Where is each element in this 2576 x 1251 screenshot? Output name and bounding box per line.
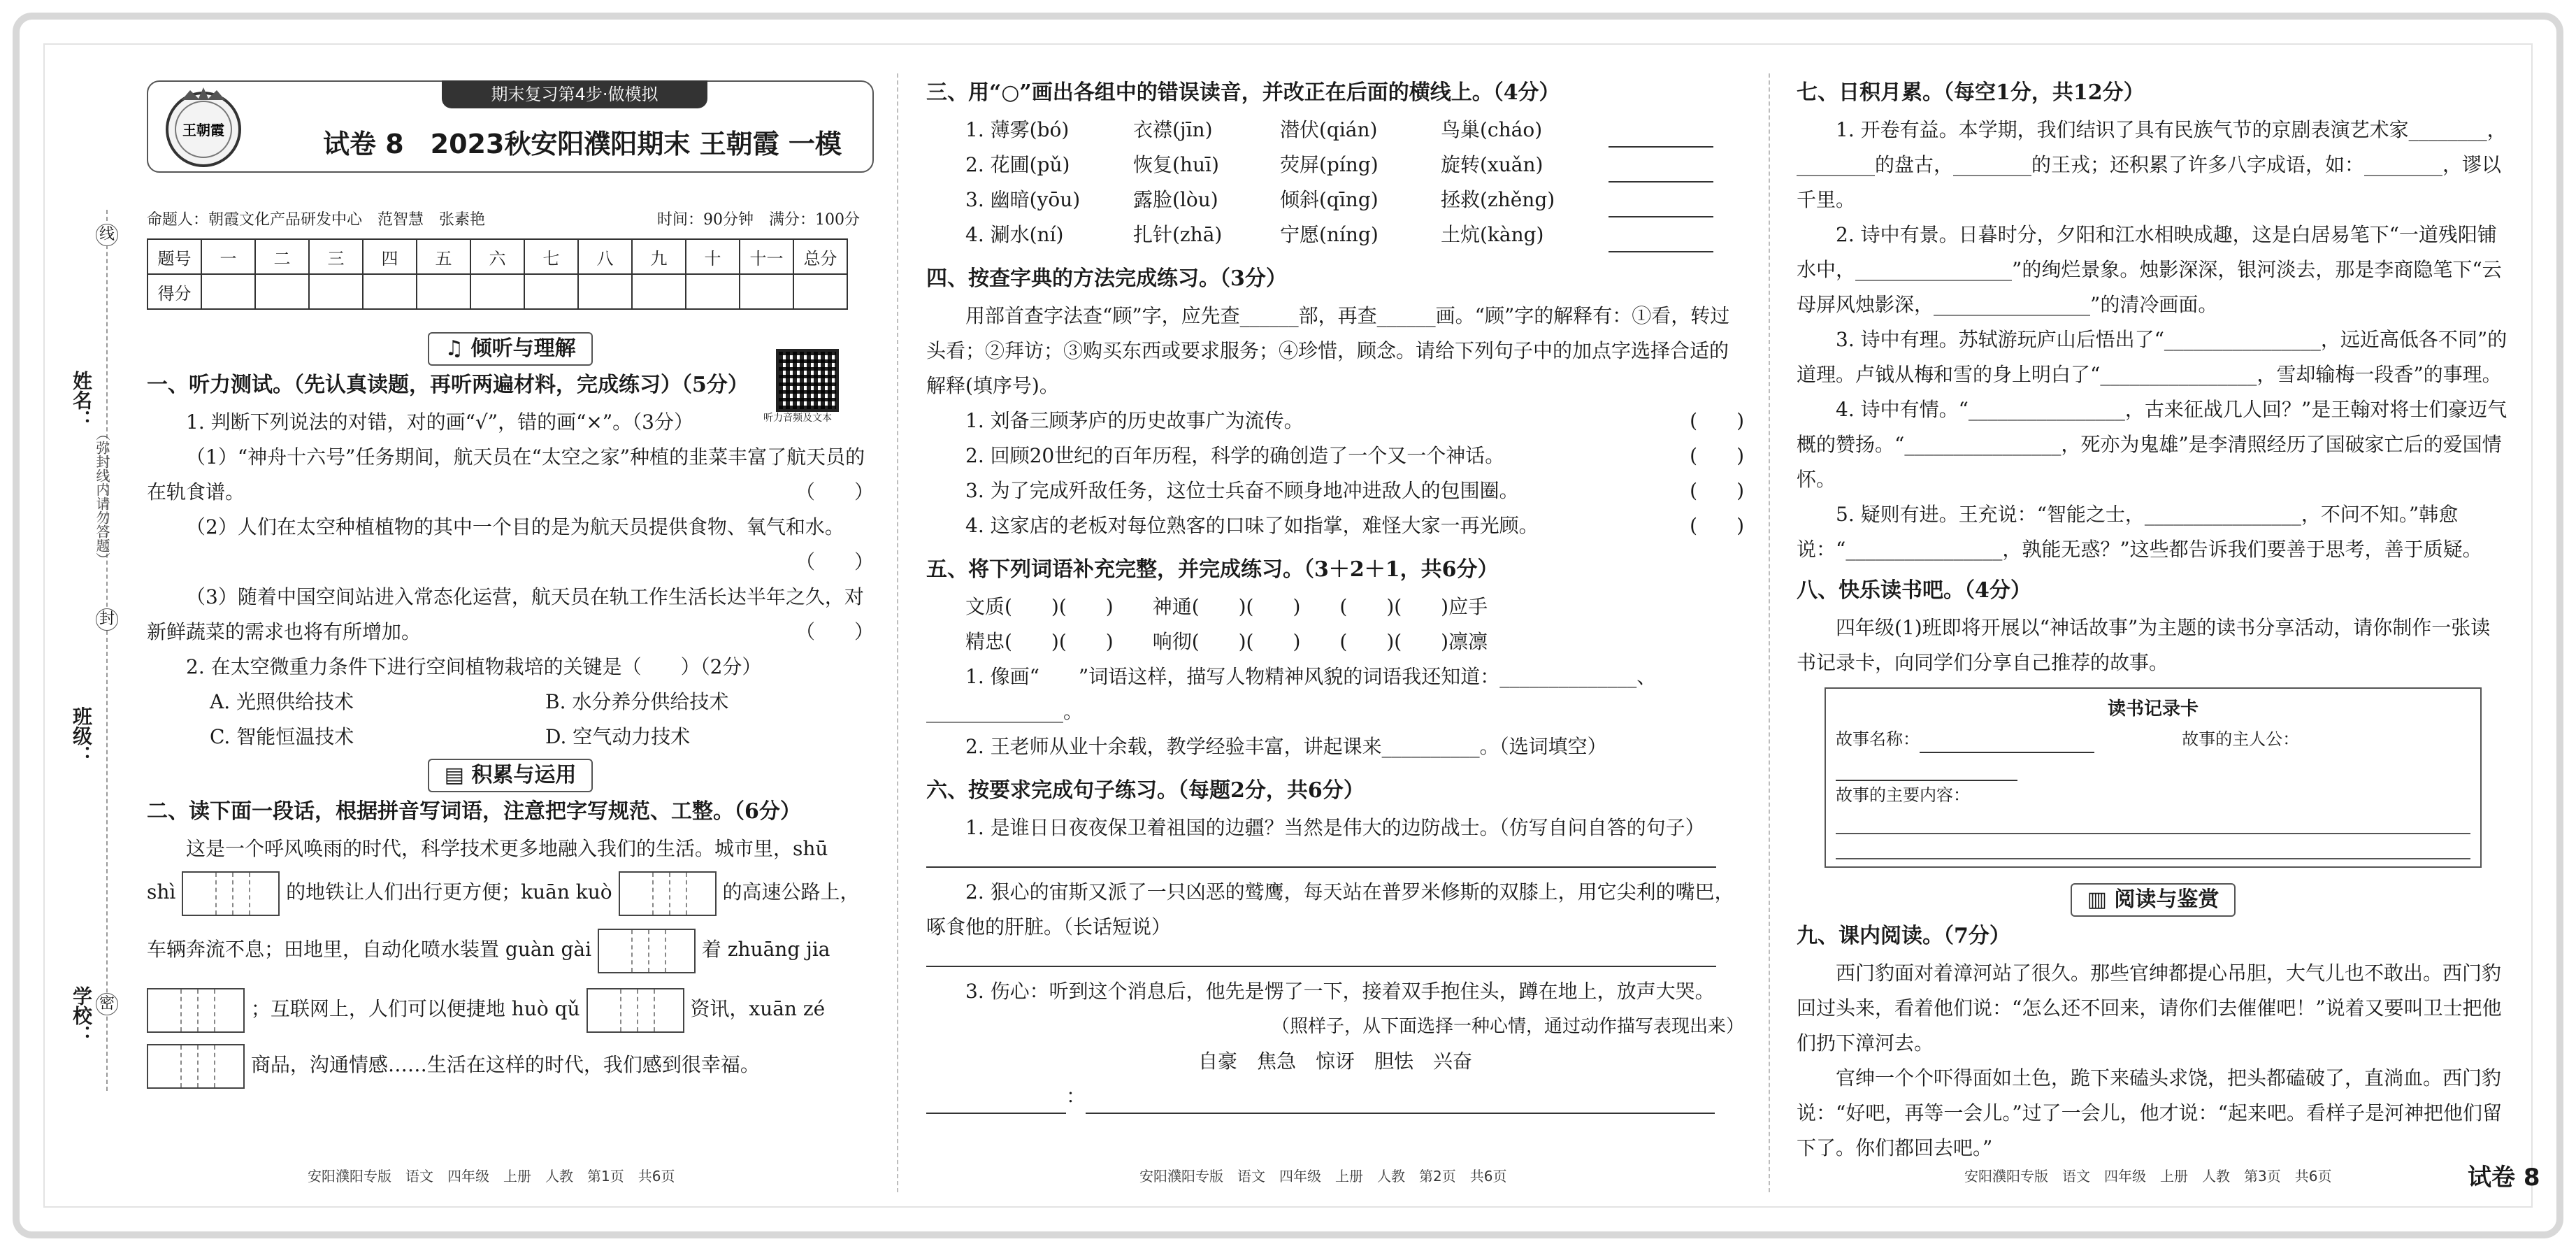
binding-dashed-line bbox=[106, 210, 108, 1091]
paper-title: 试卷 8 2023秋安阳濮阳期末 王朝霞 一模 bbox=[323, 129, 842, 159]
passage-line: 资讯，xuān zé bbox=[690, 997, 826, 1020]
time-score: 时间：90分钟 满分：100分 bbox=[657, 211, 860, 229]
score-header-row bbox=[147, 239, 847, 274]
score-input[interactable] bbox=[363, 274, 417, 309]
card-blank[interactable] bbox=[1920, 752, 2094, 753]
reading-item[interactable]: 2. 花圃(pǔ) bbox=[965, 153, 1070, 176]
answer-blank[interactable] bbox=[1086, 1113, 1715, 1114]
question-4-text: 用部首查字法查“顾”字，应先查______部，再查______画。“顾”字的解释有：①看，转过头看；②拜访；③购买东西或要求服务；④珍惜，顾念。请给下列句子中的加点字选择合适的解释(填序号)。 bbox=[926, 304, 1730, 397]
dict-item: 2. 回顾20世纪的百年历程，科学的确创造了一个又一个神话。 bbox=[965, 444, 1505, 467]
question-8-text: 四年级(1)班即将开展以“神话故事”为主题的读书分享活动，请你制作一张读书记录卡，向同学们分享自己推荐的故事。 bbox=[1797, 616, 2491, 674]
card-label: 故事名称： bbox=[1836, 729, 1920, 749]
paper-number: 试卷 8 bbox=[2468, 1164, 2540, 1192]
section-chip-label: 阅读与鉴赏 bbox=[2114, 887, 2219, 912]
score-cell: 得分 bbox=[147, 274, 201, 309]
score-cell: 题号 bbox=[147, 239, 201, 274]
question-6-2: 2. 狠心的宙斯又派了一只凶恶的鹫鹰，每天站在普罗米修斯的双膝上，用它尖利的嘴巴，啄食他的肝脏。（长话短说） bbox=[926, 880, 1734, 938]
card-label: 故事的主要内容： bbox=[1836, 785, 1970, 805]
answer-paren[interactable]: （ ） bbox=[795, 620, 874, 643]
reading-item[interactable]: 潜伏(qián) bbox=[1280, 118, 1378, 141]
writing-box[interactable] bbox=[598, 929, 696, 973]
score-input[interactable] bbox=[201, 274, 255, 309]
score-value-row bbox=[147, 274, 847, 309]
question-8-title: 八、快乐读书吧。（4分） bbox=[1797, 578, 2031, 603]
passage-line: 车辆奔流不息；田地里，自动化喷水装置 guàn gài bbox=[147, 938, 592, 961]
reading-passage: 西门豹面对着漳河站了很久。那些官绅都提心吊胆，大气儿也不敢出。西门豹回过头来，看着他们说：“怎么还不回来，请你们去催催吧！”说着又要叫卫士把他们扔下漳河去。 bbox=[1797, 962, 2502, 1055]
score-input[interactable] bbox=[255, 274, 309, 309]
score-cell: 四 bbox=[363, 239, 417, 274]
score-input[interactable] bbox=[578, 274, 632, 309]
passage-line: 的高速公路上， bbox=[722, 880, 860, 903]
score-cell: 九 bbox=[632, 239, 686, 274]
reading-row bbox=[926, 148, 1744, 183]
answer-line[interactable] bbox=[926, 945, 1716, 967]
passage-line: 这是一个呼风唤雨的时代，科学技术更多地融入我们的生活。城市里，shū bbox=[186, 837, 828, 860]
page-2-column: 三、用“○”画出各组中的错误读音，并改正在后面的横线上。（4分） 1. 薄雾(bó) 衣襟(jīn) 潜伏(qián) 鸟巢(cháo) 2. 花圃(pǔ) 恢复(huī) 荧屏(píng) 旋转(xuǎn) 3. 幽暗(yōu) 露脸(lòu) 倾斜(qīng) 拯救(zhěng) 4. 涮水(ní) 扎针(zhā) 宁愿(níng) 土炕(kàng) 四、按查字典的方法完成练习。（3分） 用部首查字法查“顾”字，应先查______部，再查______画。“顾”字的解释有：①看，转过头看；②拜访；③购买东西或要求服务；④珍惜，顾念。请给下列句子中的加点字选择合适的解释(填序号)。 1. 刘备三顾茅庐的历史故事广为流传。 ( ) 2. 回顾20世纪的百年历程，科学的确创造了一个又一个神话。 ( ) 3. 为了完成歼敌任务，这位士兵奋不顾身地冲进敌人的包围圈。 ( ) 4. 这家店的老板对每位熟客的口味了如指掌，难怪大家一再光顾。 ( ) 五、将下列词语补充完整，并完成练习。（3＋2＋1，共6分） 文质( )( ) 神通( )( ) ( )( )应手 精忠( )( ) 响彻( )( ) ( )( )凛凛 1. 像画“ ”词语这样，描写人物精神风貌的词语我还知道：______________、______________。 2. 王老师从业十余载，教学经验丰富，讲起课来__________。（选词填空） 六、按要求完成句子练习。（每题2分，共6分） 1. 是谁日日夜夜保卫着祖国的边疆？当然是伟大的边防战士。（仿写自问自答的句子） 2. 狠心的宙斯又派了一只凶恶的鹫鹰，每天站在普罗米修斯的双膝上，用它尖利的嘴巴，啄食他的肝脏。（长话短说） 3. 伤心：听到这个消息后，他先是愣了一下，接着双手抱住头，蹲在地上，放声大哭。 （照样子，从下面选择一种心情，通过动作描写表现出来） 自豪 焦急 惊讶 胆怯 兴奋 ： bbox=[926, 73, 1744, 1164]
question-7-5[interactable]: 5. 疑则有进。王充说：“智能之士，________________，不问不知。”韩愈说：“________________，孰能无惑？”这些都告诉我们要善于思考，善于质疑。 bbox=[1797, 503, 2482, 561]
reading-item[interactable]: 恢复(huī) bbox=[1133, 153, 1219, 176]
column-divider bbox=[1769, 73, 1770, 1192]
score-input[interactable] bbox=[309, 274, 363, 309]
question-5-1[interactable]: 1. 像画“ ”词语这样，描写人物精神风貌的词语我还知道：______________、______________。 bbox=[926, 665, 1657, 723]
class-label: 班级： bbox=[70, 706, 93, 765]
binding-note: （弥封线内请勿答题） bbox=[94, 427, 110, 566]
page-footer: 安阳濮阳专版 语文 四年级 上册 人教 第2页 共6页 bbox=[1139, 1168, 1507, 1185]
reading-item[interactable]: 宁愿(níng) bbox=[1280, 223, 1379, 246]
reading-passage: 官绅一个个吓得面如土色，跪下来磕头求饶，把头都磕破了，直淌血。西门豹说：“好吧，再等一会儿。”过了一会儿，他才说：“起来吧。看样子是河神把他们留下了。你们都回去吧。” bbox=[1797, 1066, 2502, 1159]
writing-box[interactable] bbox=[587, 988, 684, 1033]
reading-item[interactable]: 衣襟(jīn) bbox=[1133, 118, 1213, 141]
logo-text: 王朝霞 bbox=[182, 122, 224, 138]
score-input[interactable] bbox=[632, 274, 686, 309]
question-4-title: 四、按查字典的方法完成练习。（3分） bbox=[926, 266, 1287, 291]
answer-paren[interactable]: （ ） bbox=[795, 480, 874, 503]
pinyin: shì bbox=[147, 880, 176, 903]
reading-item[interactable]: 1. 薄雾(bó) bbox=[965, 118, 1070, 141]
dict-item: 4. 这家店的老板对每位熟客的口味了如指掌，难怪大家一再光顾。 bbox=[965, 514, 1539, 537]
card-line[interactable] bbox=[1836, 809, 2470, 834]
reading-item[interactable]: 4. 涮水(ní) bbox=[965, 223, 1064, 246]
question-7-1[interactable]: 1. 开卷有益。本学期，我们结识了具有民族气节的京剧表演艺术家________，________的盘古，________的王戎；还积累了许多八字成语，如：________，谬以千里。 bbox=[1797, 118, 2507, 211]
reading-row bbox=[926, 113, 1744, 148]
question-9-title: 九、课内阅读。（7分） bbox=[1797, 924, 2010, 948]
seal-char: 线 bbox=[96, 224, 118, 246]
writing-box[interactable] bbox=[147, 1044, 245, 1089]
option-a[interactable]: A. 光照供给技术 bbox=[210, 690, 354, 713]
score-cell: 总分 bbox=[793, 239, 847, 274]
question-7-2[interactable]: 2. 诗中有景。日暮时分，夕阳和江水相映成趣，这是白居易笔下“一道残阳铺水中，________________”的绚烂景象。烛影深深，银河淡去，那是李商隐笔下“云母屏风烛影深，________________”的清冷画面。 bbox=[1797, 223, 2502, 316]
option-c[interactable]: C. 智能恒温技术 bbox=[210, 725, 354, 748]
score-input[interactable] bbox=[417, 274, 470, 309]
score-input[interactable] bbox=[686, 274, 740, 309]
score-table bbox=[147, 238, 848, 310]
question-7-3[interactable]: 3. 诗中有理。苏轼游玩庐山后悟出了“________________，远近高低各不同”的道理。卢钺从梅和雪的身上明白了“________________，雪却输梅一段香”的事理。 bbox=[1797, 328, 2507, 386]
page-1-column bbox=[147, 73, 874, 1164]
qr-label: 听力音频及文本 bbox=[763, 413, 832, 424]
score-input[interactable] bbox=[740, 274, 793, 309]
question-5-2[interactable]: 2. 王老师从业十余载，教学经验丰富，讲起课来__________。（选词填空） bbox=[965, 735, 1607, 758]
question-7-4[interactable]: 4. 诗中有情。“________________，古来征战几人回？”是王翰对将士们豪迈气概的赞扬。“________________，死亦为鬼雄”是李清照经历了国破家亡后的爱国情怀。 bbox=[1797, 398, 2507, 491]
score-cell: 二 bbox=[255, 239, 309, 274]
question-2-title: 二、读下面一段话，根据拼音写词语，注意把字写规范、工整。（6分） bbox=[147, 799, 801, 824]
title-banner bbox=[147, 80, 874, 173]
reading-item[interactable]: 旋转(xuǎn) bbox=[1441, 153, 1544, 176]
answer-blank[interactable] bbox=[926, 1113, 1066, 1114]
idiom-row[interactable]: 精忠( )( ) 响彻( )( ) ( )( )凛凛 bbox=[965, 630, 1488, 653]
reading-item[interactable]: 拯救(zhěng) bbox=[1441, 188, 1555, 211]
score-cell: 六 bbox=[470, 239, 524, 274]
reading-item[interactable]: 3. 幽暗(yōu) bbox=[965, 188, 1081, 211]
reading-item[interactable]: 倾斜(qīng) bbox=[1280, 188, 1379, 211]
question-1-title: 一、听力测试。（先认真读题，再听两遍材料，完成练习）（5分） bbox=[147, 373, 749, 397]
seal-char: 密 bbox=[96, 993, 118, 1015]
card-line[interactable] bbox=[1836, 834, 2470, 859]
option-b[interactable]: B. 水分养分供给技术 bbox=[545, 690, 729, 713]
section-chip-label: 积累与运用 bbox=[471, 763, 577, 787]
question-6-1: 1. 是谁日日夜夜保卫着祖国的边疆？当然是伟大的边防战士。（仿写自问自答的句子） bbox=[965, 816, 1705, 839]
reading-row bbox=[926, 183, 1744, 217]
writing-box[interactable] bbox=[619, 871, 717, 916]
section-chip-label: 倾听与理解 bbox=[470, 336, 576, 361]
writing-box[interactable] bbox=[147, 988, 245, 1033]
question-5-title: 五、将下列词语补充完整，并完成练习。（3＋2＋1，共6分） bbox=[926, 557, 1499, 582]
question-3-title: 三、用“○”画出各组中的错误读音，并改正在后面的横线上。（4分） bbox=[926, 80, 1560, 105]
publisher-logo-icon bbox=[162, 86, 245, 169]
card-label: 故事的主人公： bbox=[2182, 729, 2300, 749]
question-1-1-c: （3）随着中国空间站进入常态化运营，航天员在轨工作生活长达半年之久，对新鲜蔬菜的需求也将有所增加。 bbox=[147, 585, 864, 643]
section-chip-reading: ▥ 阅读与鉴赏 bbox=[2071, 883, 2236, 917]
reading-record-card bbox=[1825, 687, 2482, 868]
page-3-column bbox=[1797, 73, 2510, 1164]
dict-item: 1. 刘备三顾茅庐的历史故事广为流传。 bbox=[965, 409, 1304, 432]
question-6-title: 六、按要求完成句子练习。（每题2分，共6分） bbox=[926, 778, 1365, 803]
question-1-1: 1. 判断下列说法的对错，对的画“√”，错的画“×”。（3分） bbox=[186, 410, 693, 434]
score-cell: 一 bbox=[201, 239, 255, 274]
passage-line: 商品，沟通情感……生活在这样的时代，我们感到很幸福。 bbox=[250, 1053, 760, 1076]
writing-box[interactable] bbox=[182, 871, 280, 916]
score-cell: 三 bbox=[309, 239, 363, 274]
qr-code-icon[interactable] bbox=[776, 349, 839, 412]
score-input[interactable] bbox=[793, 274, 847, 309]
reading-item[interactable]: 土炕(kàng) bbox=[1441, 223, 1544, 246]
answer-paren[interactable]: ( ) bbox=[1690, 444, 1744, 467]
question-1-2: 2. 在太空微重力条件下进行空间植物栽培的关键是（ ）（2分） bbox=[186, 655, 762, 678]
score-cell: 七 bbox=[524, 239, 578, 274]
mood-word-choices: 自豪 焦急 惊讶 胆怯 兴奋 bbox=[1197, 1050, 1472, 1073]
score-input[interactable] bbox=[470, 274, 524, 309]
passage-line: 着 zhuāng jia bbox=[701, 938, 830, 961]
question-7-title: 七、日积月累。（每空1分，共12分） bbox=[1797, 80, 2145, 105]
option-d[interactable]: D. 空气动力技术 bbox=[545, 725, 691, 748]
page-footer: 安阳濮阳专版 语文 四年级 上册 人教 第1页 共6页 bbox=[308, 1168, 675, 1185]
question-1-1-b: （2）人们在太空种植植物的其中一个目的是为航天员提供食物、氧气和水。 bbox=[186, 515, 844, 538]
question-6-3: 3. 伤心：听到这个消息后，他先是愣了一下，接着双手抱住头，蹲在地上，放声大哭。 bbox=[965, 980, 1715, 1003]
reading-item[interactable]: 露脸(lòu) bbox=[1133, 188, 1218, 211]
authors: 命题人：朝霞文化产品研发中心 范智慧 张素艳 bbox=[147, 211, 486, 229]
section-chip-accum: ▤ 积累与运用 bbox=[428, 759, 593, 792]
passage-line: ；互联网上，人们可以便捷地 huò qǔ bbox=[250, 997, 580, 1020]
reading-item[interactable]: 扎针(zhā) bbox=[1133, 223, 1223, 246]
banner-tag: 期末复习第4步·做模拟 bbox=[442, 80, 707, 108]
score-cell: 十一 bbox=[740, 239, 793, 274]
score-cell: 八 bbox=[578, 239, 632, 274]
seal-char: 封 bbox=[96, 608, 118, 631]
reading-item[interactable]: 荧屏(píng) bbox=[1280, 153, 1379, 176]
answer-paren[interactable]: （ ） bbox=[795, 550, 874, 573]
answer-line[interactable] bbox=[926, 845, 1716, 868]
section-chip-listen: ♫ 倾听与理解 bbox=[428, 332, 592, 366]
dict-item: 3. 为了完成歼敌任务，这位士兵奋不顾身地冲进敌人的包围圈。 bbox=[965, 479, 1519, 502]
answer-paren[interactable]: ( ) bbox=[1690, 409, 1744, 432]
score-cell: 五 bbox=[417, 239, 470, 274]
column-divider bbox=[897, 73, 898, 1192]
answer-blank[interactable] bbox=[1609, 251, 1713, 252]
school-label: 学校： bbox=[70, 986, 93, 1045]
name-label: 姓名： bbox=[70, 371, 93, 429]
idiom-row[interactable]: 文质( )( ) 神通( )( ) ( )( )应手 bbox=[965, 595, 1488, 618]
question-1-1-a: （1）“神舟十六号”任务期间，航天员在“太空之家”种植的韭菜丰富了航天员的在轨食谱。 bbox=[147, 445, 865, 503]
score-cell: 十 bbox=[686, 239, 740, 274]
score-input[interactable] bbox=[524, 274, 578, 309]
page-footer: 安阳濮阳专版 语文 四年级 上册 人教 第3页 共6页 bbox=[1964, 1168, 2332, 1185]
passage-line: 的地铁让人们出行更方便；kuān kuò bbox=[286, 880, 612, 903]
reading-item[interactable]: 鸟巢(cháo) bbox=[1441, 118, 1543, 141]
answer-paren[interactable]: ( ) bbox=[1690, 479, 1744, 502]
answer-paren[interactable]: ( ) bbox=[1690, 514, 1744, 537]
reading-row bbox=[926, 217, 1744, 252]
card-title: 读书记录卡 bbox=[2107, 699, 2199, 720]
question-6-3-note: （照样子，从下面选择一种心情，通过动作描写表现出来） bbox=[1271, 1016, 1744, 1037]
